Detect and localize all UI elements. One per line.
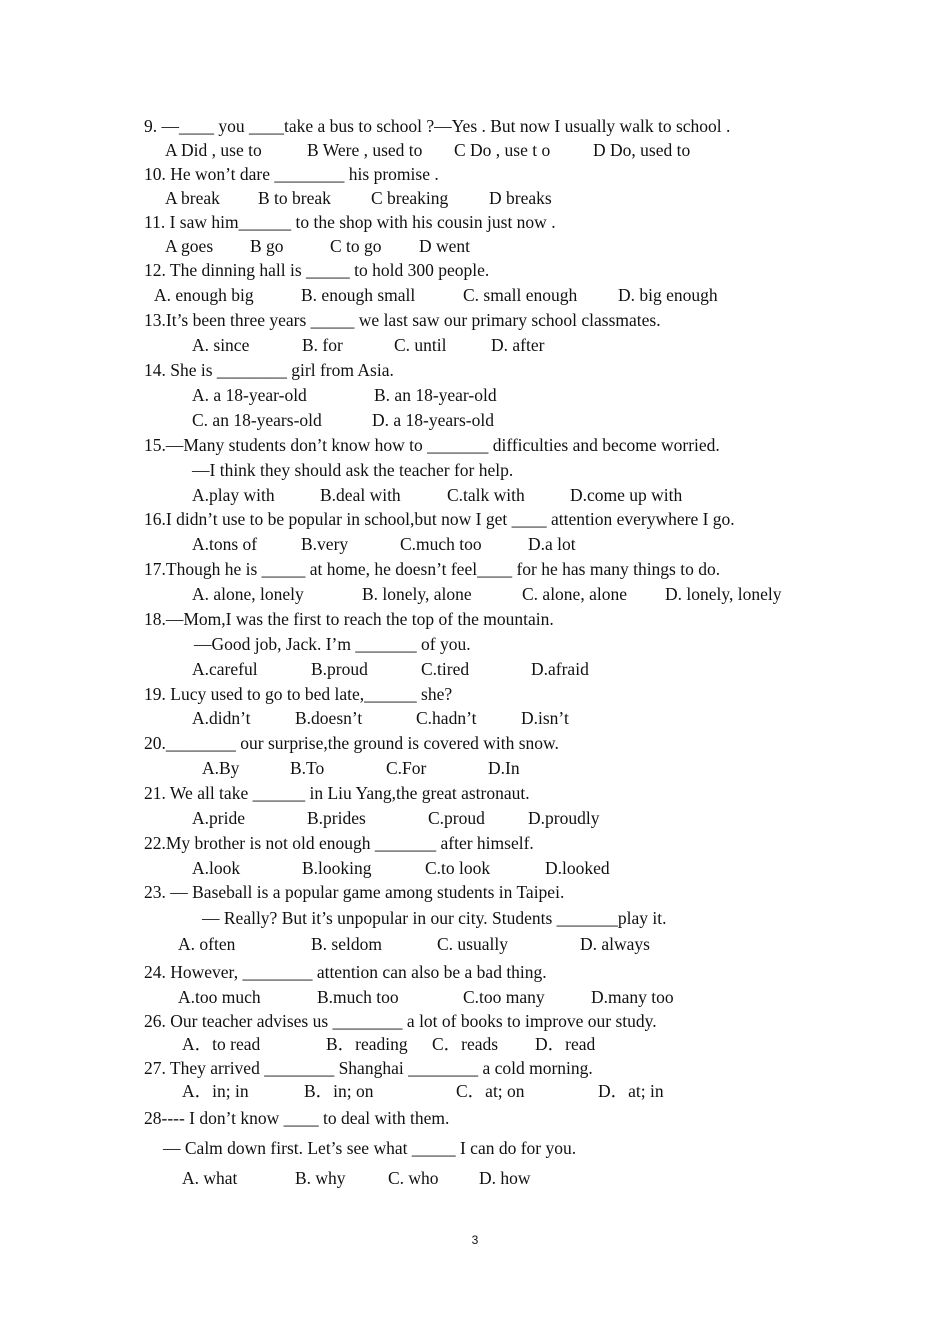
question-stem: 22.My brother is not old enough _______ after himself. bbox=[144, 833, 534, 853]
question-stem: 26. Our teacher advises us ________ a lot of books to improve our study. bbox=[144, 1011, 657, 1031]
question-reply: — Calm down first. Let’s see what _____ I can do for you. bbox=[163, 1138, 577, 1158]
question-stem: 21. We all take ______ in Liu Yang,the great astronaut. bbox=[144, 783, 530, 803]
question-stem: 27. They arrived ________ Shanghai ________ a cold morning. bbox=[144, 1058, 593, 1078]
option-b: B. an 18-year-old bbox=[374, 385, 497, 405]
question-stem: 14. She is ________ girl from Asia. bbox=[144, 360, 394, 380]
question-stem: 19. Lucy used to go to bed late,______ she? bbox=[144, 684, 453, 704]
option-d: D. how bbox=[479, 1168, 531, 1188]
option-d: D.afraid bbox=[531, 659, 589, 679]
option-d: D went bbox=[419, 236, 471, 256]
option-b: B Were , used to bbox=[307, 140, 423, 160]
option-c: C to go bbox=[330, 236, 382, 256]
option-c: C.to look bbox=[425, 858, 491, 878]
option-d: D．at; in bbox=[598, 1081, 664, 1101]
question-stem: 17.Though he is _____ at home, he doesn’t feel____ for he has many things to do. bbox=[144, 559, 721, 579]
option-a: A goes bbox=[165, 236, 214, 256]
question-stem: 9. —____ you ____take a bus to school ?—Yes . But now I usually walk to school . bbox=[144, 116, 731, 136]
option-c: C.tired bbox=[421, 659, 470, 679]
question-stem: 10. He won’t dare ________ his promise . bbox=[144, 164, 439, 184]
option-c: C．at; on bbox=[456, 1081, 525, 1101]
option-d: D.In bbox=[488, 758, 520, 778]
option-c: C Do , use t o bbox=[454, 140, 551, 160]
option-d: D. always bbox=[580, 934, 650, 954]
option-b: B go bbox=[250, 236, 284, 256]
option-d: D.come up with bbox=[570, 485, 683, 505]
question-stem: 23. — Baseball is a popular game among students in Taipei. bbox=[144, 882, 565, 902]
option-c: C. an 18-years-old bbox=[192, 410, 322, 430]
question-stem: 16.I didn’t use to be popular in school,but now I get ____ attention everywhere I go. bbox=[144, 509, 735, 529]
option-a: A.pride bbox=[192, 808, 245, 828]
option-c: C.hadn’t bbox=[416, 708, 477, 728]
question-stem: 28---- I don’t know ____ to deal with them. bbox=[144, 1108, 450, 1128]
question-reply: —Good job, Jack. I’m _______ of you. bbox=[194, 634, 471, 654]
option-d: D.proudly bbox=[528, 808, 600, 828]
option-d: D Do, used to bbox=[593, 140, 691, 160]
option-a: A.too much bbox=[178, 987, 261, 1007]
option-b: B．reading bbox=[326, 1034, 408, 1054]
option-b: B. enough small bbox=[301, 285, 416, 305]
option-b: B.looking bbox=[302, 858, 372, 878]
option-a: A.play with bbox=[192, 485, 275, 505]
question-stem: 24. However, ________ attention can also be a bad thing. bbox=[144, 962, 547, 982]
option-c: C. small enough bbox=[463, 285, 578, 305]
option-a: A.look bbox=[192, 858, 241, 878]
option-c: C breaking bbox=[371, 188, 449, 208]
option-b: B to break bbox=[258, 188, 331, 208]
question-reply: — Really? But it’s unpopular in our city. Students _______play it. bbox=[202, 908, 667, 928]
option-a: A.tons of bbox=[192, 534, 258, 554]
option-b: B.much too bbox=[317, 987, 399, 1007]
option-a: A. often bbox=[178, 934, 236, 954]
option-c: C.proud bbox=[428, 808, 485, 828]
option-a: A. since bbox=[192, 335, 250, 355]
option-a: A. alone, lonely bbox=[192, 584, 304, 604]
option-b: B.prides bbox=[307, 808, 366, 828]
option-d: D.looked bbox=[545, 858, 610, 878]
option-c: C.too many bbox=[463, 987, 545, 1007]
question-stem: 20.________ our surprise,the ground is covered with snow. bbox=[144, 733, 559, 753]
question-stem: 11. I saw him______ to the shop with his cousin just now . bbox=[144, 212, 556, 232]
option-a: A. a 18-year-old bbox=[192, 385, 307, 405]
option-b: B.doesn’t bbox=[295, 708, 363, 728]
option-c: C. until bbox=[394, 335, 447, 355]
option-a: A.By bbox=[202, 758, 240, 778]
option-c: C. usually bbox=[437, 934, 508, 954]
option-c: C.much too bbox=[400, 534, 482, 554]
option-d: D. big enough bbox=[618, 285, 718, 305]
page-number: 3 bbox=[471, 1233, 479, 1247]
option-d: D.a lot bbox=[528, 534, 576, 554]
option-b: B.very bbox=[301, 534, 349, 554]
option-a: A. what bbox=[182, 1168, 238, 1188]
option-b: B.deal with bbox=[320, 485, 401, 505]
question-stem: 15.—Many students don’t know how to _______ difficulties and become worried. bbox=[144, 435, 720, 455]
option-b: B.proud bbox=[311, 659, 368, 679]
option-a: A.didn’t bbox=[192, 708, 251, 728]
option-b: B. for bbox=[302, 335, 343, 355]
question-reply: —I think they should ask the teacher for help. bbox=[192, 460, 514, 480]
option-b: B．in; on bbox=[304, 1081, 374, 1101]
option-d: D breaks bbox=[489, 188, 552, 208]
option-b: B. lonely, alone bbox=[362, 584, 472, 604]
question-stem: 18.—Mom,I was the first to reach the top of the mountain. bbox=[144, 609, 554, 629]
option-d: D. after bbox=[491, 335, 545, 355]
option-c: C．reads bbox=[432, 1034, 499, 1054]
option-b: B. why bbox=[295, 1168, 346, 1188]
option-d: D.many too bbox=[591, 987, 674, 1007]
option-a: A.careful bbox=[192, 659, 258, 679]
option-a: A. enough big bbox=[154, 285, 254, 305]
option-c: C. alone, alone bbox=[522, 584, 627, 604]
option-a: A．in; in bbox=[182, 1081, 249, 1101]
option-d: D. a 18-years-old bbox=[372, 410, 494, 430]
option-b: B. seldom bbox=[311, 934, 382, 954]
option-d: D．read bbox=[535, 1034, 596, 1054]
option-d: D. lonely, lonely bbox=[665, 584, 782, 604]
option-c: C. who bbox=[388, 1168, 439, 1188]
option-a: A break bbox=[165, 188, 220, 208]
option-a: A Did , use to bbox=[165, 140, 262, 160]
option-c: C.talk with bbox=[447, 485, 525, 505]
question-stem: 13.It’s been three years _____ we last saw our primary school classmates. bbox=[144, 310, 661, 330]
option-a: A．to read bbox=[182, 1034, 261, 1054]
option-b: B.To bbox=[290, 758, 325, 778]
option-d: D.isn’t bbox=[521, 708, 569, 728]
question-stem: 12. The dinning hall is _____ to hold 300 people. bbox=[144, 260, 490, 280]
option-c: C.For bbox=[386, 758, 427, 778]
